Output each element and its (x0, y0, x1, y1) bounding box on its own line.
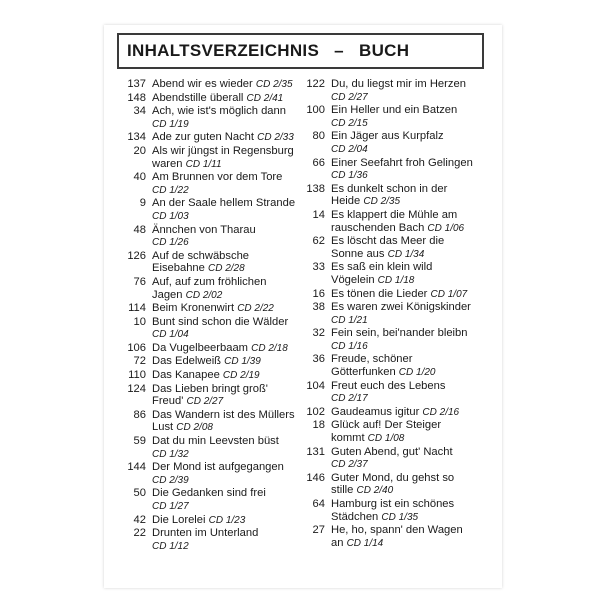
title-line (331, 498, 500, 511)
toc-column-right (295, 78, 500, 550)
toc-entry (295, 419, 500, 445)
page-number: 18 (312, 419, 325, 432)
page-number: 16 (312, 287, 325, 300)
toc-entry (295, 498, 500, 524)
cd-track-ref: CD 2/04 (331, 143, 368, 155)
title-line (331, 419, 500, 432)
title-text: Eisebahne (152, 262, 205, 275)
cd-track-ref: CD 1/26 (152, 237, 189, 249)
title-line (331, 130, 500, 143)
cd-track-ref: CD 1/35 (381, 511, 419, 523)
title-line (331, 117, 500, 131)
song-title (152, 78, 306, 92)
cd-track-ref: CD 2/02 (185, 289, 223, 301)
song-title (331, 261, 500, 287)
page-number: 100 (306, 104, 325, 117)
toc-entry (116, 514, 306, 528)
toc-entry (295, 472, 500, 498)
page-number: 33 (312, 261, 325, 274)
page-number: 40 (133, 171, 146, 184)
page-number: 104 (306, 379, 325, 392)
title-text: Abendstille überall (152, 91, 244, 104)
title-line (152, 158, 306, 172)
cd-track-ref: CD 1/06 (427, 222, 465, 234)
title-line (152, 118, 306, 132)
title-text: Einer Seefahrt froh Gelingen (331, 156, 473, 169)
song-title (331, 301, 500, 327)
title-text: Jagen (152, 288, 183, 301)
page-number: 144 (127, 461, 146, 474)
title-text: rauschenden Bach (331, 221, 425, 234)
title-text: Als wir jüngst in Regensburg (152, 144, 294, 157)
page-number: 131 (306, 445, 325, 458)
title-line (152, 78, 306, 92)
title-text: Städchen (331, 510, 379, 523)
song-title (331, 353, 500, 379)
title-text: stille (331, 484, 354, 497)
page-number: 20 (133, 144, 146, 157)
page-number: 48 (133, 223, 146, 236)
title-line (331, 288, 500, 302)
toc-entry (116, 342, 306, 356)
title-line (331, 301, 500, 314)
song-title (152, 302, 306, 316)
title-line (331, 472, 500, 485)
cd-track-ref: CD 2/41 (246, 92, 284, 104)
song-title (331, 183, 500, 209)
title-line (152, 409, 306, 422)
toc-entry (116, 369, 306, 383)
title-text: Ännchen von Tharau (152, 223, 256, 236)
page-number: 27 (312, 524, 325, 537)
title-text: Freut euch des Lebens (331, 379, 446, 392)
cd-track-ref: CD 2/39 (152, 474, 189, 486)
title-line (152, 474, 306, 488)
cd-track-ref: CD 1/03 (152, 210, 189, 222)
cd-track-ref: CD 2/33 (257, 132, 294, 144)
cd-track-ref: CD 1/04 (152, 329, 189, 341)
toc-entry (295, 524, 500, 550)
title-line (152, 500, 306, 514)
title-text: Es waren zwei Königskinder (331, 301, 471, 314)
title-line (331, 537, 500, 551)
songbook-page (104, 25, 502, 588)
cd-track-ref: CD 2/22 (237, 303, 274, 315)
toc-entry (116, 527, 306, 553)
page-number: 10 (133, 315, 146, 328)
page-number: 59 (133, 435, 146, 448)
title-text: Auf de schwäbsche (152, 249, 250, 262)
title-line (331, 169, 500, 183)
title-text: Ein Jäger aus Kurpfalz (331, 130, 444, 143)
title-text: Der Mond ist aufgegangen (152, 461, 284, 474)
page-number: 126 (127, 249, 146, 262)
title-line (331, 484, 500, 498)
title-line (152, 224, 306, 237)
page-number: 9 (139, 197, 146, 210)
song-title (331, 235, 500, 261)
title-text: Vögelein (331, 273, 375, 286)
title-line (331, 195, 500, 209)
title-text: Es saß ein klein wild (331, 261, 433, 274)
page-number: 110 (128, 369, 146, 382)
page-number: 138 (306, 182, 325, 195)
toc-entry (295, 327, 500, 353)
toc-entry (295, 261, 500, 287)
cd-track-ref: CD 2/15 (331, 117, 368, 129)
title-line (331, 78, 500, 91)
song-title (152, 224, 306, 250)
title-text: Gaudeamus igitur (331, 405, 420, 418)
title-line (152, 171, 306, 184)
toc-entry (295, 446, 500, 472)
song-title (152, 131, 306, 145)
toc-entry (116, 78, 306, 92)
page-number: 106 (127, 341, 146, 354)
cd-track-ref: CD 1/23 (208, 514, 246, 526)
toc-entry (116, 131, 306, 145)
title-line (331, 91, 500, 105)
title-line (331, 157, 500, 170)
title-line (331, 274, 500, 288)
cd-track-ref: CD 1/36 (331, 170, 368, 182)
title-text: Das Kanapee (152, 369, 220, 382)
toc-entry (116, 171, 306, 197)
song-title (152, 461, 306, 487)
title-line (152, 210, 306, 224)
cd-track-ref: CD 2/16 (422, 406, 460, 418)
toc-entry (116, 250, 306, 276)
title-line (331, 511, 500, 525)
page-number: 34 (133, 105, 146, 118)
toc-entry (116, 409, 306, 435)
title-line (152, 461, 306, 474)
toc-entry (295, 406, 500, 420)
page-number: 38 (312, 301, 325, 314)
toc-entry (116, 461, 306, 487)
song-title (152, 514, 306, 528)
page-number: 22 (133, 527, 146, 540)
song-title (152, 276, 306, 302)
song-title (331, 327, 500, 353)
page-number: 102 (306, 405, 325, 418)
toc-entry (116, 224, 306, 250)
cd-track-ref: CD 1/14 (346, 537, 384, 549)
title-line (152, 355, 306, 369)
toc-entry (295, 301, 500, 327)
title-text: Am Brunnen vor dem Tore (152, 171, 283, 184)
song-title (331, 472, 500, 498)
title-text: Das Lieben bringt groß' (152, 382, 268, 395)
title-line (152, 316, 306, 329)
title-line (152, 105, 306, 118)
title-text: kommt (331, 432, 365, 445)
toc-entry (295, 157, 500, 183)
title-line (152, 145, 306, 158)
title-text: Da Vugelbeerbaam (152, 341, 248, 354)
title-line (331, 327, 500, 340)
title-line (152, 328, 306, 342)
toc-entry (295, 209, 500, 235)
title-text: Heide (331, 195, 361, 208)
song-title (331, 209, 500, 235)
page-number: 134 (127, 131, 146, 144)
title-text: Abend wir es wieder (152, 78, 253, 90)
cd-track-ref: CD 1/11 (185, 158, 222, 170)
song-title (152, 250, 306, 276)
title-text: He, ho, spann' den Wagen (331, 524, 463, 537)
title-line (152, 527, 306, 540)
title-text: Drunten im Unterland (152, 527, 259, 540)
title-text: Glück auf! Der Steiger (331, 419, 442, 432)
title-line (152, 276, 306, 289)
page-number: 80 (312, 130, 325, 143)
toc-entry (116, 487, 306, 513)
title-line (331, 314, 500, 328)
page-number: 146 (306, 471, 325, 484)
title-text: Das Edelweiß (152, 355, 222, 368)
title-text: Ach, wie ist's möglich dann (152, 105, 286, 118)
title-text: Die Gedanken sind frei (152, 487, 266, 500)
toc-column-left (116, 78, 306, 553)
title-line (152, 302, 306, 316)
title-line (331, 366, 500, 380)
cd-track-ref: CD 2/19 (222, 370, 260, 382)
song-title (152, 487, 306, 513)
song-title (331, 419, 500, 445)
title-text: an (331, 536, 344, 549)
title-text: Guten Abend, gut' Nacht (331, 445, 453, 458)
cd-track-ref: CD 2/28 (207, 263, 245, 275)
title-line (331, 209, 500, 222)
title-line (331, 183, 500, 196)
toc-entry (295, 353, 500, 379)
toc-entry (116, 92, 306, 106)
cd-track-ref: CD 1/34 (387, 248, 425, 260)
song-title (331, 288, 500, 302)
page-number: 66 (312, 156, 325, 169)
song-title (152, 369, 306, 383)
toc-entry (116, 435, 306, 461)
cd-track-ref: CD 1/16 (331, 340, 368, 352)
title-text: An der Saale hellem Strande (152, 197, 296, 210)
title-line (331, 143, 500, 157)
song-title (331, 406, 500, 420)
title-line (152, 435, 306, 448)
title-line (152, 448, 306, 462)
toc-entry (116, 145, 306, 171)
title-line (331, 261, 500, 274)
title-text: Lust (152, 421, 174, 434)
song-title (152, 355, 306, 369)
title-text: Ade zur guten Nacht (152, 131, 254, 144)
toc-entry (295, 288, 500, 302)
page-number: 86 (133, 408, 146, 421)
song-title (152, 171, 306, 197)
title-line (331, 392, 500, 406)
song-title (331, 446, 500, 472)
cd-track-ref: CD 2/18 (251, 342, 288, 354)
cd-track-ref: CD 2/27 (331, 91, 368, 103)
title-text: Guter Mond, du gehst so (331, 471, 455, 484)
toc-entry (116, 276, 306, 302)
song-title (152, 342, 306, 356)
toc-entry (295, 104, 500, 130)
title-text: Das Wandern ist des Müllers (152, 408, 295, 421)
toc-entry (295, 380, 500, 406)
page-number: 148 (127, 91, 146, 104)
title-line (152, 342, 306, 356)
cd-track-ref: CD 1/19 (152, 118, 189, 130)
song-title (152, 435, 306, 461)
toc-entry (295, 235, 500, 261)
cd-track-ref: CD 1/32 (152, 448, 189, 460)
cd-track-ref: CD 1/07 (430, 288, 468, 300)
toc-entry (116, 355, 306, 369)
cd-track-ref: CD 2/37 (331, 459, 368, 471)
title-text: Bunt sind schon die Wälder (152, 315, 289, 328)
title-text: Ein Heller und ein Batzen (331, 104, 458, 117)
title-text: Du, du liegst mir im Herzen (331, 78, 466, 90)
title-line (152, 236, 306, 250)
page-number: 62 (312, 235, 325, 248)
title-line (152, 369, 306, 383)
title-line (331, 222, 500, 236)
title-line (331, 380, 500, 393)
title-line (152, 289, 306, 303)
title-text: waren (152, 157, 183, 170)
page-number: 42 (133, 513, 146, 526)
title-line (331, 458, 500, 472)
cd-track-ref: CD 1/12 (152, 540, 189, 552)
song-title (331, 157, 500, 183)
title-text: Freud' (152, 395, 184, 408)
title-text: Es dunkelt schon in der (331, 182, 448, 195)
toc-entry (116, 197, 306, 223)
song-title (331, 380, 500, 406)
toc-entry (116, 105, 306, 131)
title-text: Fein sein, bei'nander bleibn (331, 327, 468, 340)
title-line (152, 197, 306, 210)
title-text: Es löscht das Meer die (331, 235, 445, 248)
song-title (331, 104, 500, 130)
toc-entry (116, 383, 306, 409)
title-text: Es klappert die Mühle am (331, 208, 458, 221)
song-title (152, 197, 306, 223)
page-number: 64 (312, 498, 325, 510)
cd-track-ref: CD 2/35 (363, 196, 401, 208)
title-line (152, 184, 306, 198)
title-line (152, 487, 306, 500)
title-line (331, 446, 500, 459)
cd-track-ref: CD 1/18 (377, 274, 415, 286)
cd-track-ref: CD 1/39 (224, 356, 261, 368)
toc-entry (295, 183, 500, 209)
title-line (331, 432, 500, 446)
page-number: 124 (127, 382, 146, 395)
page-number: 114 (128, 302, 146, 315)
song-title (152, 409, 306, 435)
cd-track-ref: CD 2/17 (331, 393, 368, 405)
toc-entry (116, 316, 306, 342)
title-line (152, 514, 306, 528)
cd-track-ref: CD 2/35 (255, 79, 293, 90)
title-line (152, 131, 306, 145)
song-title (331, 78, 500, 104)
cd-track-ref: CD 1/20 (398, 367, 436, 379)
title-line (152, 250, 306, 263)
page-number: 76 (133, 275, 146, 288)
cd-track-ref: CD 2/27 (186, 396, 224, 408)
toc-entry (295, 78, 500, 104)
title-line (331, 104, 500, 117)
title-line (152, 92, 306, 106)
cd-track-ref: CD 2/40 (356, 485, 394, 497)
page-title: INHALTSVERZEICHNIS – BUCH (127, 41, 410, 60)
title-text: Freude, schöner (331, 353, 413, 366)
title-text: Hamburg ist ein schönes (331, 498, 455, 510)
cd-track-ref: CD 1/21 (331, 314, 368, 326)
title-line (152, 262, 306, 276)
song-title (152, 105, 306, 131)
title-text: Die Lorelei (152, 513, 206, 526)
title-text: Es tönen die Lieder (331, 287, 428, 300)
page-number: 50 (133, 487, 146, 500)
song-title (331, 130, 500, 156)
title-line (152, 421, 306, 435)
title-line (152, 540, 306, 554)
page-number: 36 (312, 353, 325, 366)
title-line (331, 406, 500, 420)
song-title (152, 316, 306, 342)
cd-track-ref: CD 2/08 (176, 422, 213, 434)
title-box (117, 33, 484, 69)
title-line (331, 340, 500, 354)
title-line (331, 353, 500, 366)
title-text: Auf, auf zum fröhlichen (152, 275, 267, 288)
song-title (152, 383, 306, 409)
title-text: Beim Kronenwirt (152, 302, 235, 315)
title-line (152, 383, 306, 396)
title-text: Götterfunken (331, 366, 396, 379)
title-text: Dat du min Leevsten büst (152, 435, 279, 448)
toc-entry (295, 130, 500, 156)
page-number: 137 (127, 78, 146, 90)
song-title (152, 92, 306, 106)
title-line (331, 524, 500, 537)
page-number: 122 (306, 78, 325, 90)
cd-track-ref: CD 1/08 (367, 433, 405, 445)
page-number: 32 (312, 327, 325, 340)
title-line (331, 235, 500, 248)
title-text: Sonne aus (331, 247, 385, 260)
cd-track-ref: CD 1/22 (152, 184, 189, 196)
song-title (152, 527, 306, 553)
toc-entry (116, 302, 306, 316)
song-title (152, 145, 306, 171)
page-number: 14 (312, 208, 325, 221)
title-line (152, 395, 306, 409)
cd-track-ref: CD 1/27 (152, 501, 189, 512)
song-title (331, 498, 500, 524)
title-line (331, 248, 500, 262)
song-title (331, 524, 500, 550)
page-number: 72 (133, 355, 146, 368)
